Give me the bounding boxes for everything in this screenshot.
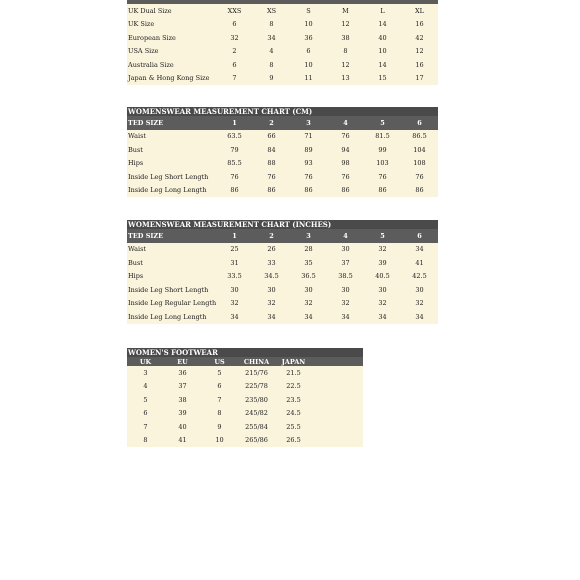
table-cell: 34 (267, 312, 276, 321)
table-cell: 16 (415, 20, 424, 29)
table-cell: 33 (267, 258, 276, 267)
table-cell: 16 (415, 60, 424, 69)
table-title: WOMENSWEAR MEASUREMENT CHART (CM) (127, 107, 438, 116)
table-cell: 41 (178, 436, 187, 445)
table-cell: XXS (227, 6, 242, 15)
table-cell: 32 (230, 33, 239, 42)
table-cell: 25.5 (286, 422, 301, 431)
table-cell: 38.5 (338, 272, 353, 281)
table-cell: 36 (178, 368, 187, 377)
table-cell: 85.5 (227, 159, 242, 168)
womens-footwear-table (127, 348, 363, 447)
table-row (127, 58, 438, 72)
header-cell: 2 (269, 231, 274, 240)
table-cell: 76 (267, 172, 276, 181)
table-cell: 34 (304, 312, 313, 321)
table-cell: 5 (217, 368, 222, 377)
table-cell: 71 (304, 132, 313, 141)
header-cell: 4 (343, 231, 348, 240)
row-label: Bust (128, 145, 143, 154)
row-label: Waist (128, 132, 147, 141)
table-cell: 86 (304, 186, 313, 195)
table-cell: 38 (178, 395, 187, 404)
table-cell: 39 (178, 409, 187, 418)
table-cell: 10 (378, 47, 387, 56)
table-cell: 6 (143, 409, 148, 418)
table-cell: 8 (217, 409, 222, 418)
table-cell: 13 (341, 74, 350, 83)
table-cell: 235/80 (245, 395, 268, 404)
table-cell: 10 (304, 20, 313, 29)
table-cell: 34 (415, 245, 424, 254)
table-cell: XL (415, 6, 424, 15)
table-cell: 99 (378, 145, 387, 154)
table-cell: 33.5 (227, 272, 242, 281)
header-cell: 4 (343, 118, 348, 127)
table-cell: 30 (304, 285, 313, 294)
table-cell: 76 (304, 172, 313, 181)
table-cell: 4 (143, 382, 148, 391)
table-cell: 34 (267, 33, 276, 42)
header-cell: EU (177, 357, 188, 366)
header-cell: 3 (306, 118, 311, 127)
table-cell: 76 (378, 172, 387, 181)
table-cell: 41 (415, 258, 424, 267)
table-cell: 10 (215, 436, 224, 445)
header-label: TED SIZE (128, 231, 164, 240)
header-cell: 3 (306, 231, 311, 240)
table-cell: 14 (378, 20, 387, 29)
table-cell: 32 (378, 299, 387, 308)
row-label: Inside Leg Long Length (128, 312, 207, 321)
table-cell: 40 (178, 422, 187, 431)
table-cell: 4 (269, 47, 274, 56)
header-cell: 1 (232, 118, 237, 127)
table-cell: 34 (341, 312, 350, 321)
table-cell: 37 (341, 258, 350, 267)
table-row (127, 366, 363, 380)
table-cell: 30 (341, 285, 350, 294)
table-cell: 30 (267, 285, 276, 294)
table-cell: 81.5 (375, 132, 390, 141)
table-cell: S (306, 6, 311, 15)
table-cell: 9 (269, 74, 274, 83)
table-cell: 42.5 (412, 272, 427, 281)
row-label: Bust (128, 258, 143, 267)
table-cell: 88 (267, 159, 276, 168)
table-cell: 86 (267, 186, 276, 195)
table-cell: 40.5 (375, 272, 390, 281)
table-cell: 36 (304, 33, 313, 42)
row-label: Australia Size (128, 60, 174, 69)
table-header-row (127, 357, 363, 366)
table-cell: 6 (232, 60, 237, 69)
table-cell: 42 (415, 33, 424, 42)
table-header-row (127, 229, 438, 243)
table-cell: 8 (143, 436, 148, 445)
row-label: USA Size (128, 47, 159, 56)
table-header-row (127, 116, 438, 130)
table-cell: L (380, 6, 385, 15)
row-label: Hips (128, 272, 144, 281)
table-row (127, 157, 438, 171)
table-cell: 11 (304, 74, 313, 83)
table-cell: 28 (304, 245, 313, 254)
table-cell: 103 (376, 159, 389, 168)
table-row (127, 380, 363, 394)
table-cell: 76 (341, 132, 350, 141)
table-cell: 6 (306, 47, 311, 56)
table-cell: 86 (341, 186, 350, 195)
row-label: Inside Leg Short Length (128, 285, 209, 294)
header-cell: JAPAN (281, 357, 306, 366)
table-row (127, 310, 438, 324)
table-cell: 17 (415, 74, 424, 83)
table-cell: 12 (341, 60, 350, 69)
table-cell: M (342, 6, 349, 15)
table-cell: 32 (230, 299, 239, 308)
table-cell: 7 (217, 395, 222, 404)
header-cell: CHINA (243, 357, 270, 366)
table-cell: 36.5 (301, 272, 316, 281)
table-row (127, 31, 438, 45)
table-cell: 22.5 (286, 382, 301, 391)
table-cell: 26 (267, 245, 276, 254)
row-label: Japan & Hong Kong Size (128, 74, 210, 83)
table-cell: 34 (415, 312, 424, 321)
table-row (127, 130, 438, 144)
table-cell: 63.5 (227, 132, 242, 141)
table-cell: 7 (232, 74, 237, 83)
table-cell: 9 (217, 422, 222, 431)
table-row (127, 170, 438, 184)
table-cell: 14 (378, 60, 387, 69)
table-cell: 93 (304, 159, 313, 168)
table-row (127, 420, 363, 434)
row-label: UK Dual Size (128, 6, 172, 15)
table-cell: 76 (230, 172, 239, 181)
table-row (127, 283, 438, 297)
header-cell: 5 (380, 231, 385, 240)
table-row (127, 256, 438, 270)
table-cell: 32 (267, 299, 276, 308)
header-cell: 2 (269, 118, 274, 127)
table-cell: 225/78 (245, 382, 268, 391)
table-row (127, 270, 438, 284)
table-cell: 30 (378, 285, 387, 294)
table-cell: 32 (415, 299, 424, 308)
table-cell: 34 (230, 312, 239, 321)
table-cell: 12 (415, 47, 424, 56)
table-cell: 76 (415, 172, 424, 181)
table-cell: 26.5 (286, 436, 301, 445)
table-row (127, 243, 438, 257)
table-cell: 86.5 (412, 132, 427, 141)
table-cell: 38 (341, 33, 350, 42)
table-cell: 76 (341, 172, 350, 181)
table-row (127, 393, 363, 407)
table-row (127, 297, 438, 311)
table-cell: 32 (304, 299, 313, 308)
table-cell: 255/84 (245, 422, 268, 431)
table-row (127, 184, 438, 198)
womenswear-cm-table (127, 107, 438, 197)
table-cell: 8 (343, 47, 348, 56)
table-cell: 84 (267, 145, 276, 154)
table-cell: 2 (232, 47, 237, 56)
table-row (127, 434, 363, 448)
womenswear-inches-table (127, 220, 438, 324)
table-title: WOMENSWEAR MEASUREMENT CHART (INCHES) (127, 220, 438, 229)
row-label: UK Size (128, 20, 155, 29)
table-cell: 79 (230, 145, 239, 154)
table-cell: 32 (378, 245, 387, 254)
table-cell: XS (266, 6, 277, 15)
table-cell: 35 (304, 258, 313, 267)
table-cell: 94 (341, 145, 350, 154)
table-cell: 10 (304, 60, 313, 69)
row-label: European Size (128, 33, 176, 42)
table-cell: 25 (230, 245, 239, 254)
table-cell: 3 (143, 368, 148, 377)
table-row (127, 72, 438, 86)
table-cell: 8 (269, 60, 274, 69)
table-cell: 66 (267, 132, 276, 141)
table-cell: 86 (230, 186, 239, 195)
header-cell: 6 (417, 118, 422, 127)
table-cell: 245/82 (245, 409, 268, 418)
header-label: TED SIZE (128, 118, 164, 127)
table-cell: 34.5 (264, 272, 279, 281)
table-cell: 39 (378, 258, 387, 267)
table-cell: 215/76 (245, 368, 268, 377)
table-cell: 21.5 (286, 368, 301, 377)
table-cell: 32 (341, 299, 350, 308)
table-cell: 30 (341, 245, 350, 254)
header-cell: UK (139, 357, 152, 366)
header-cell: 5 (380, 118, 385, 127)
table-cell: 24.5 (286, 409, 301, 418)
table-cell: 31 (230, 258, 239, 267)
table-cell: 98 (341, 159, 350, 168)
table-cell: 37 (178, 382, 187, 391)
row-label: Waist (128, 245, 147, 254)
table-cell: 89 (304, 145, 313, 154)
table-cell: 30 (415, 285, 424, 294)
table-row (127, 4, 438, 18)
row-label: Inside Leg Short Length (128, 172, 209, 181)
table-cell: 265/86 (245, 436, 268, 445)
table-cell: 86 (378, 186, 387, 195)
header-cell: 1 (232, 231, 237, 240)
uk-size-conversion-table (127, 0, 438, 85)
table-cell: 5 (143, 395, 148, 404)
table-cell: 12 (341, 20, 350, 29)
table-row (127, 407, 363, 421)
table-cell: 23.5 (286, 395, 301, 404)
header-cell: US (214, 357, 225, 366)
row-label: Inside Leg Long Length (128, 186, 207, 195)
header-cell: 6 (417, 231, 422, 240)
row-label: Inside Leg Regular Length (128, 299, 216, 308)
table-cell: 40 (378, 33, 387, 42)
table-cell: 6 (232, 20, 237, 29)
table-cell: 86 (415, 186, 424, 195)
table-cell: 104 (413, 145, 426, 154)
table-cell: 6 (217, 382, 222, 391)
table-row (127, 143, 438, 157)
table-cell: 34 (378, 312, 387, 321)
row-label: Hips (128, 159, 144, 168)
table-cell: 7 (143, 422, 148, 431)
table-row (127, 18, 438, 32)
table-cell: 108 (413, 159, 426, 168)
table-row (127, 45, 438, 59)
table-cell: 8 (269, 20, 274, 29)
table-cell: 15 (378, 74, 387, 83)
table-cell: 30 (230, 285, 239, 294)
table-title: WOMEN'S FOOTWEAR (127, 348, 363, 357)
